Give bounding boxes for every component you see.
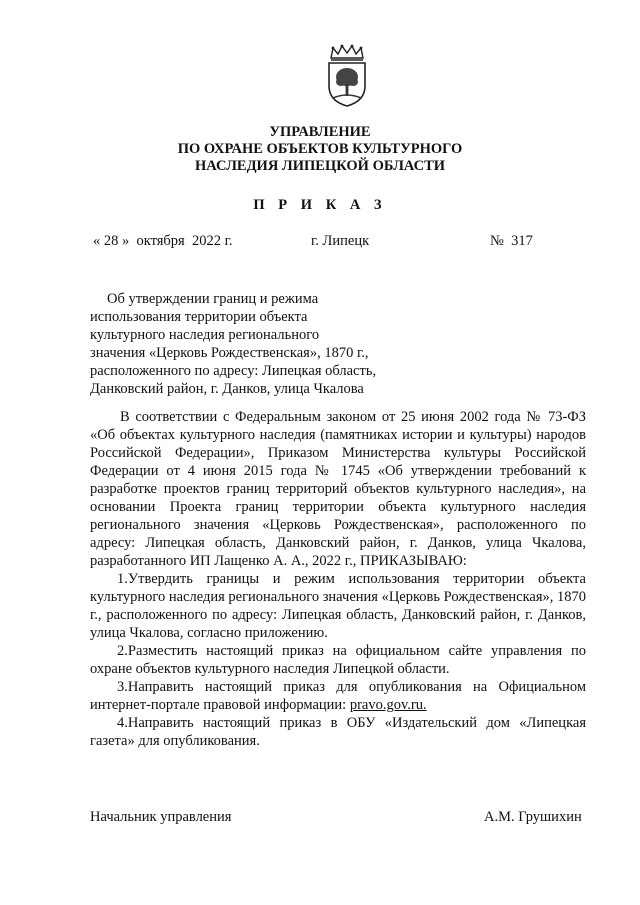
signatory-name: А.М. Грушихин [484,809,582,825]
subject-line-4: значения «Церковь Рождественская», 1870 г., [90,345,369,361]
item-1-paragraph: 1.Утвердить границы и режим использования территории объекта культурного наследия регионального значения «Церковь Рождественская», 1870 г., расположенного по адресу: Липецкая область, Данковский район, г. Данков, улица Чкалова, согласно приложению. [90,571,587,641]
subject-line-5: расположенного по адресу: Липецкая область, [90,363,377,379]
subject-line-1: Об утверждении границ и режима [107,291,319,307]
agency-name [0,124,640,175]
agency-line-3: НАСЛЕДИЯ ЛИПЕЦКОЙ ОБЛАСТИ [194,158,446,174]
preamble-paragraph: В соответствии с Федеральным законом от 25 июня 2002 года № 73-ФЗ «Об объектах культурного наследия (памятниках истории и культуры) народов Российской Федерации», Приказом Министерства культуры Российской Федерации от 4 июня 2015 года № 1745 «Об утверждении требований к разработке проектов границ территорий объектов культурного наследия», на основании Проекта границ территории объекта культурного наследия регионального значения «Церковь Рождественская», расположенного по адресу: Липецкая область, Данковский район, г. Данков, улица Чкалова, разработанного ИП Лащенко А. А., 2022 г., ПРИКАЗЫВАЮ: [90,409,586,569]
lipetsk-region-emblem-icon [323,44,371,108]
order-date: « 28 » октября 2022 г. [93,233,233,249]
subject-line-2: использования территории объекта [90,309,308,325]
pravo-gov-link[interactable]: pravo.gov.ru. [349,697,427,713]
subject-line-6: Данковский район, г. Данков, улица Чкалова [90,381,364,397]
item-3-paragraph [90,678,586,714]
order-subject [90,290,410,398]
subject-line-3: культурного наследия регионального [90,327,320,343]
item-2-paragraph: 2.Разместить настоящий приказ на официальном сайте управления по охране объектов культурного наследия Липецкой области. [90,643,586,677]
order-body [90,408,586,750]
item-3-text: 3.Направить настоящий приказ для опубликования на Официальном интернет-портале правовой информации: [90,679,586,713]
document-type-title: П Р И К А З [253,197,387,213]
agency-line-2: ПО ОХРАНЕ ОБЪЕКТОВ КУЛЬТУРНОГО [177,141,463,157]
order-number: № 317 [490,233,533,249]
agency-line-1: УПРАВЛЕНИЕ [269,124,371,140]
item-4-paragraph: 4.Направить настоящий приказ в ОБУ «Издательский дом «Липецкая газета» для опубликования. [90,715,586,749]
order-city: г. Липецк [311,233,370,249]
signatory-position: Начальник управления [90,809,232,825]
